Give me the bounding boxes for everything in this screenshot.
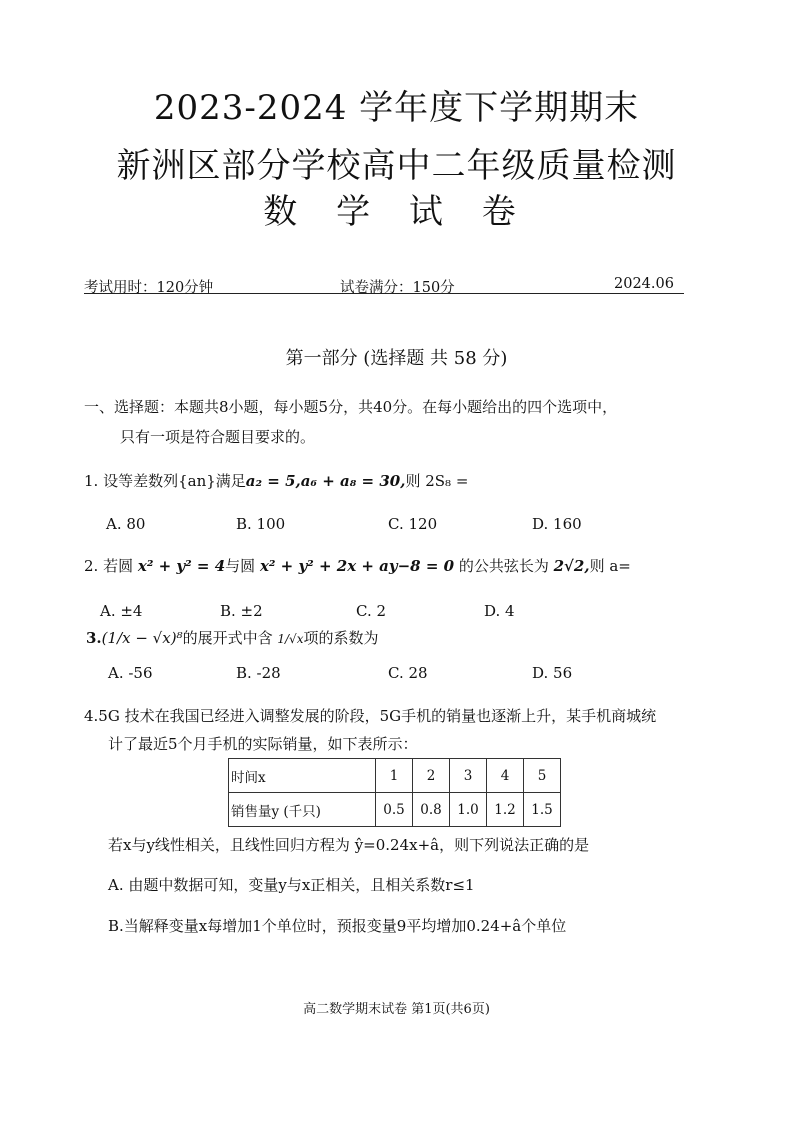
q2-option-c: C. 2: [356, 602, 387, 620]
page-footer: 高二数学期末试卷 第1页(共6页): [303, 1002, 490, 1017]
table-header-sales: 销售量y (千只): [229, 793, 376, 827]
table-row: [229, 793, 561, 827]
table-cell: 1.5: [524, 793, 561, 827]
question-4-condition: 若x与y线性相关，且线性回归方程为 ŷ=0.24x+â，则下列说法正确的是: [108, 836, 590, 854]
question-4-line-2: 计了最近5个月手机的实际销量，如下表所示：: [108, 735, 418, 753]
exam-full-score: 试卷满分：150分: [340, 280, 455, 296]
instructions-line-2: 只有一项是符合题目要求的。: [120, 428, 316, 446]
table-cell: 1.2: [487, 793, 524, 827]
table-row: [229, 759, 561, 793]
q1-option-c: C. 120: [388, 515, 438, 533]
q3-number: 3.: [86, 629, 102, 647]
info-underline: [84, 293, 684, 294]
q2-text-b: 与圆: [225, 557, 256, 575]
q2-option-b: B. ±2: [220, 602, 263, 620]
q2-option-a: A. ±4: [100, 602, 143, 620]
q4-option-b: B.当解释变量x每增加1个单位时，预报变量9平均增加0.24+â个单位: [108, 917, 567, 935]
q1-text: 1. 设等差数列{an}满足: [84, 472, 246, 490]
q4-option-a: A. 由题中数据可知，变量y与x正相关，且相关系数r≤1: [108, 876, 475, 894]
q2-chord-length: 2√2,: [553, 557, 590, 575]
exam-date: 2024.06: [614, 276, 674, 292]
q3-option-d: D. 56: [532, 664, 573, 682]
q1-option-d: D. 160: [532, 515, 582, 533]
table-cell: 0.8: [413, 793, 450, 827]
table-cell: 4: [487, 759, 524, 793]
q3-option-b: B. -28: [236, 664, 281, 682]
q1-option-b: B. 100: [236, 515, 286, 533]
title-line-3: 数 学 试 卷: [263, 192, 530, 232]
q2-text-a: 2. 若圆: [84, 557, 134, 575]
q3-term: 1/√x: [277, 632, 304, 646]
q3-text-a: 的展开式中含: [182, 629, 273, 647]
table-cell: 1.0: [450, 793, 487, 827]
table-cell: 0.5: [376, 793, 413, 827]
title-line-1: 2023-2024 学年度下学期期末: [153, 88, 640, 128]
q2-option-d: D. 4: [484, 602, 515, 620]
title-line-2: 新洲区部分学校高中二年级质量检测: [116, 146, 677, 186]
q1-math: a₂ = 5,a₆ + a₈ = 30,: [245, 472, 406, 490]
sales-table: [228, 758, 561, 827]
table-cell: 1: [376, 759, 413, 793]
q2-circle-2: x² + y² + 2x + ay−8 = 0: [259, 557, 455, 575]
table-cell: 5: [524, 759, 561, 793]
q3-option-c: C. 28: [388, 664, 428, 682]
question-3-stem: [86, 627, 378, 648]
instructions-line-1: 一、选择题：本题共8小题，每小题5分，共40分。在每小题给出的四个选项中，: [84, 398, 618, 416]
q2-circle-1: x² + y² = 4: [137, 557, 226, 575]
q1-tail: 则 2S₈ =: [405, 472, 469, 490]
q3-text-b: 项的系数为: [303, 629, 379, 647]
section-title: 第一部分 (选择题 共 58 分): [285, 348, 508, 369]
q1-option-a: A. 80: [106, 515, 146, 533]
exam-duration: 考试用时：120分钟: [84, 280, 214, 296]
table-cell: 2: [413, 759, 450, 793]
q3-expression: (1/x − √x)⁸: [101, 629, 183, 647]
q2-text-c: 的公共弦长为: [458, 557, 549, 575]
question-1-stem: [84, 470, 468, 491]
question-2-stem: [84, 555, 631, 576]
q3-option-a: A. -56: [108, 664, 153, 682]
question-4-line-1: 4.5G 技术在我国已经进入调整发展的阶段，5G手机的销量也逐渐上升，某手机商城统: [84, 707, 657, 725]
q2-text-d: 则 a=: [589, 557, 631, 575]
table-cell: 3: [450, 759, 487, 793]
table-header-time: 时间x: [229, 759, 376, 793]
